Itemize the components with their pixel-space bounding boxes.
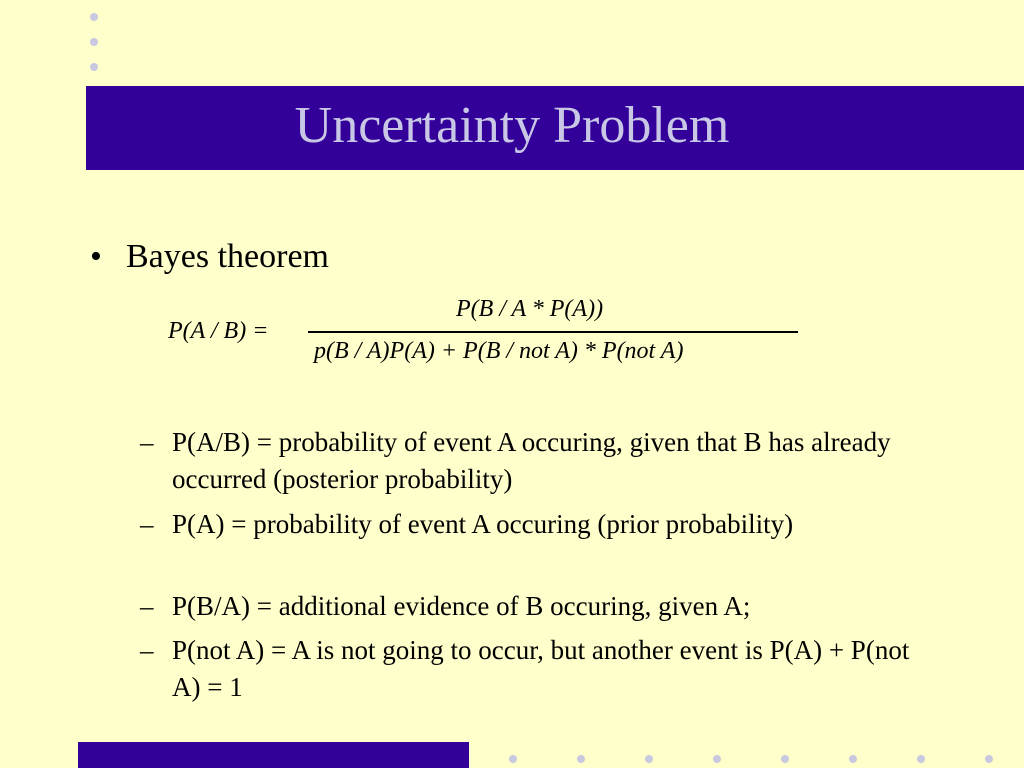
formula-lhs: P(A / B) = (168, 318, 269, 344)
decor-dot (577, 755, 585, 763)
bottom-bar (78, 742, 469, 768)
sub-item-dash: – (140, 635, 154, 665)
bullet-marker: • (90, 238, 102, 275)
sub-item (140, 424, 960, 498)
sub-item (140, 632, 960, 706)
decor-dot (781, 755, 789, 763)
sub-item-dash: – (140, 509, 154, 539)
decor-dot (90, 13, 98, 21)
decor-dot (509, 755, 517, 763)
decor-dot (985, 755, 993, 763)
decor-dot (90, 63, 98, 71)
sub-item-dash: – (140, 591, 154, 621)
slide-title: Uncertainty Problem (294, 97, 730, 154)
sub-item-text: P(B/A) = additional evidence of B occuring, given A; (172, 591, 751, 621)
fraction-line (308, 331, 798, 333)
decor-dot (917, 755, 925, 763)
formula-denominator: p(B / A)P(A) + P(B / not A) * P(not A) (314, 338, 684, 364)
bayes-formula (168, 296, 808, 372)
decor-dot (713, 755, 721, 763)
formula-numerator: P(B / A * P(A)) (456, 296, 604, 322)
decor-dot (645, 755, 653, 763)
sub-item (140, 588, 960, 625)
sub-item-text: P(not A) = A is not going to occur, but another event is P(A) + P(not A) = 1 (172, 635, 910, 702)
sub-item (140, 506, 960, 543)
sub-item-text: P(A/B) = probability of event A occuring, given that B has already occurred (posterior probability) (172, 427, 891, 494)
decor-dot (90, 38, 98, 46)
sub-item-text: P(A) = probability of event A occuring (prior probability) (172, 509, 794, 539)
decor-dot (849, 755, 857, 763)
sub-item-dash: – (140, 427, 154, 457)
bullet-text: Bayes theorem (126, 238, 329, 275)
